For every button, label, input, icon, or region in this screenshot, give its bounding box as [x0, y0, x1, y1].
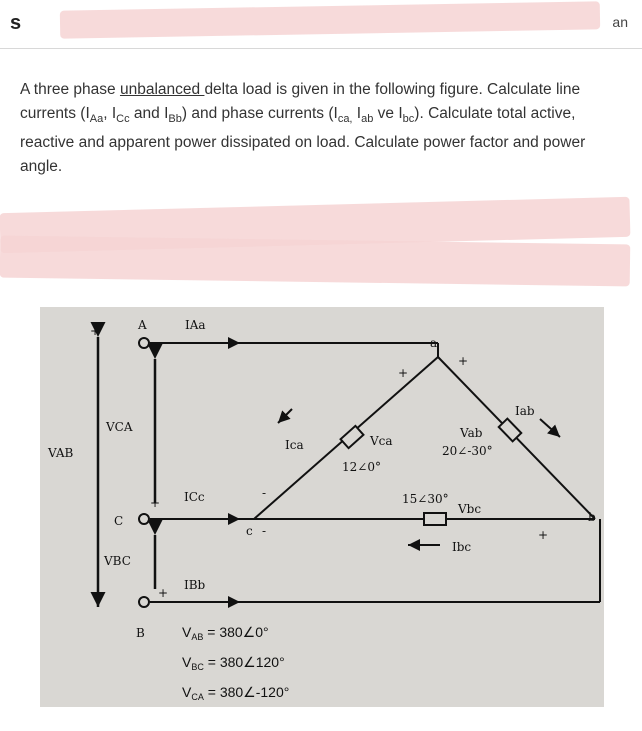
voltage-Vbc-label: Vbc — [458, 502, 482, 516]
node-b-label: b — [588, 510, 596, 524]
current-IBb-label: IBb — [184, 578, 206, 592]
plus-sign: + — [538, 528, 549, 542]
redacted-header-banner — [60, 1, 600, 38]
plus-sign: + — [150, 496, 161, 510]
minus-sign: - — [262, 486, 267, 500]
voltage-VBC-label: VBC — [104, 554, 131, 568]
plus-sign: + — [158, 586, 169, 600]
impedance-bc-value: 15∠30° — [402, 492, 449, 506]
node-C-label: C — [114, 514, 124, 528]
site-logo[interactable]: s — [10, 12, 22, 34]
circuit-figure — [40, 307, 604, 707]
impedance-ca-value: 12∠0° — [342, 460, 381, 474]
voltage-VAB-label: VAB — [48, 446, 74, 460]
node-B-label: B — [136, 626, 145, 640]
question-text: A three phase unbalanced delta load is given in the following figure. Calculate line currents ($I_{Aa}$, $I_{Cc}$ and $I_{Bb}$) and phase currents ($I_{ca,}$ $I_{ab}$ ve $I_{bc}$). Calculate total active, reactive and apparent power dissipated on load. Calculate power factor and power angle. — [20, 81, 586, 176]
current-Ica-label: Ica — [285, 438, 304, 452]
current-Ibc-label: Ibc — [452, 540, 472, 554]
account-link[interactable]: an — [612, 14, 628, 30]
redacted-strip — [0, 236, 630, 287]
underlined-term: unbalanced — [119, 81, 205, 98]
svg-text:VAB = 380∠0°: $V_{AB}$ = 380∠0° — [182, 624, 269, 642]
current-ICc-label: ICc — [184, 490, 205, 504]
voltage-VCA-label: VCA — [106, 420, 133, 434]
voltage-Vab-label: Vab — [460, 426, 483, 440]
plus-sign: + — [90, 324, 101, 338]
node-A-label: A — [138, 318, 147, 332]
svg-text:VCA = 380∠-120°: $V_{CA}$ = 380∠-120° — [182, 684, 290, 702]
node-c-label: c — [246, 524, 253, 538]
plus-sign: + — [398, 366, 409, 380]
delta-circuit-diagram — [40, 307, 604, 707]
voltage-Vca-label: Vca — [370, 434, 393, 448]
impedance-ab-value: 20∠-30° — [442, 444, 493, 458]
plus-sign: + — [458, 354, 469, 368]
node-a-label: a — [430, 336, 438, 350]
minus-sign: - — [262, 524, 267, 538]
svg-text:VBC = 380∠120°: $V_{BC}$ = 380∠120° — [182, 654, 285, 672]
top-bar — [0, 0, 642, 49]
current-Iab-label: Iab — [515, 404, 535, 418]
current-IAa-label: IAa — [185, 318, 206, 332]
